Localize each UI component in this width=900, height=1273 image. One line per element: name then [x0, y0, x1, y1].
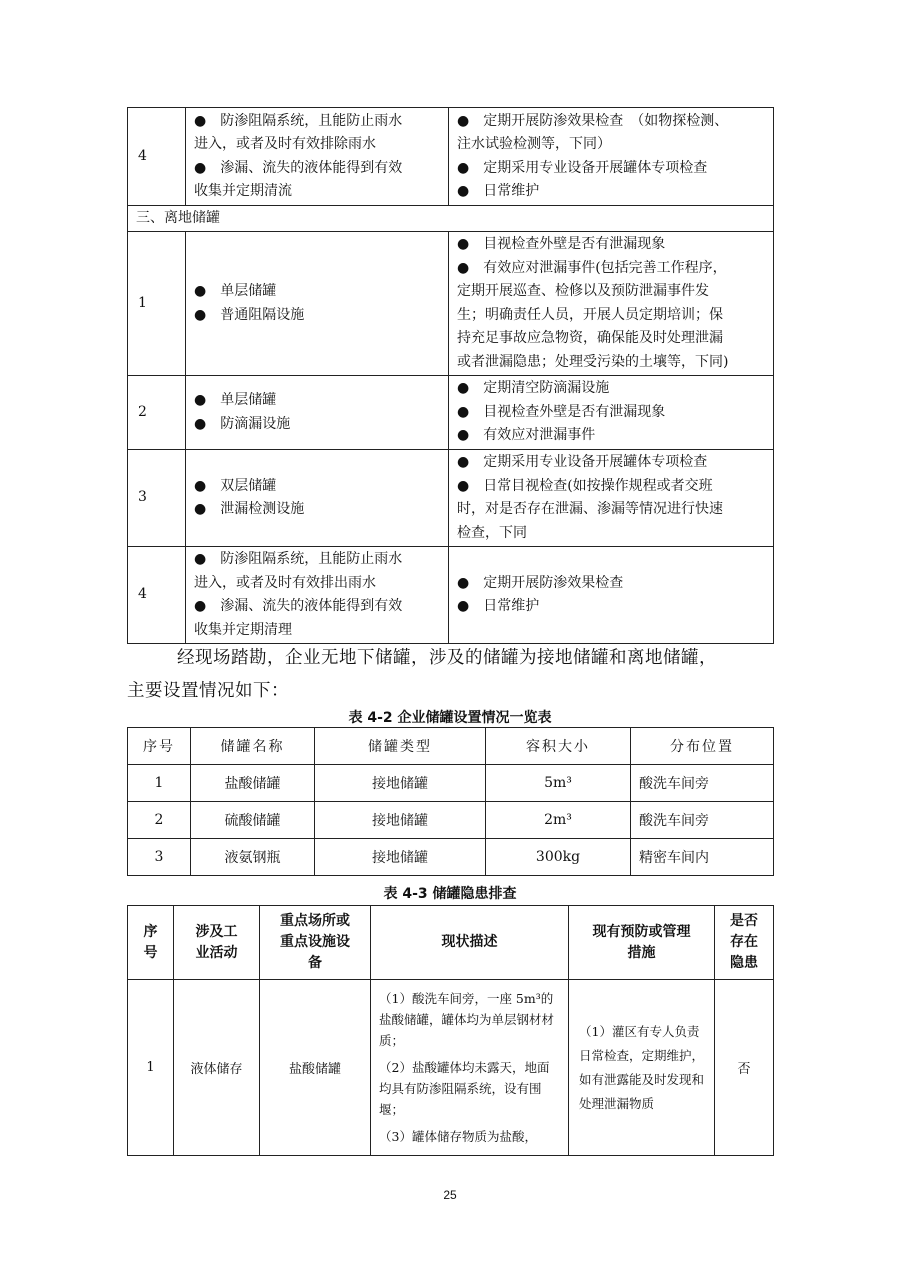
- page-number: 25: [443, 1188, 457, 1202]
- cell-line: 持充足事故应急物资，确保能及时处理泄漏: [457, 330, 723, 346]
- table-row: [128, 232, 774, 376]
- header-line: 备: [308, 955, 322, 971]
- table-cell: 盐酸储罐: [260, 980, 371, 1156]
- cell-line: ● 有效应对泄漏事件: [457, 427, 596, 444]
- cell-line: ● 普通阻隔设施: [194, 306, 305, 323]
- measures-cell: （1）灌区有专人负责日常检查，定期维护，如有泄露能及时发现和处理泄漏物质: [569, 980, 715, 1156]
- column-header: 序号: [128, 728, 191, 765]
- table-row: [128, 108, 774, 206]
- column-header: [260, 906, 371, 980]
- header-line: 是否: [730, 913, 758, 929]
- table-cell: 2m³: [486, 802, 631, 839]
- table-row: [128, 980, 774, 1156]
- cell-line: ● 目视检查外壁是否有泄漏现象: [457, 403, 666, 420]
- table-cell: 酸洗车间旁: [631, 802, 774, 839]
- body-paragraph: [127, 642, 773, 708]
- cell-line: ● 定期采用专业设备开展罐体专项检查: [457, 159, 708, 176]
- cell-line: 收集并定期清理: [194, 621, 292, 638]
- cell-line: ● 渗漏、流失的液体能得到有效: [194, 159, 403, 176]
- table-cell: 酸洗车间旁: [631, 765, 774, 802]
- table-caption: 表 4-3 储罐隐患排查: [383, 886, 517, 902]
- row-number: 1: [128, 232, 186, 376]
- description-item: （1）酸洗车间旁，一座 5m³的盐酸储罐，罐体均为单层钢材材质；: [379, 991, 555, 1048]
- section-row: [128, 206, 774, 232]
- cell-line: 进入，或者及时有效排出雨水: [194, 574, 376, 591]
- facility-cell: [186, 547, 449, 644]
- measures-cell: [449, 232, 774, 376]
- measures-cell: [449, 108, 774, 206]
- table-row: [128, 547, 774, 644]
- cell-line: ● 目视检查外壁是否有泄漏现象: [457, 236, 666, 252]
- column-header: [128, 906, 174, 980]
- header-line: 重点设施设: [280, 934, 350, 950]
- table-cell: 1: [128, 980, 174, 1156]
- cell-line: ● 定期采用专业设备开展罐体专项检查: [457, 454, 708, 470]
- table-cell: 盐酸储罐: [191, 765, 315, 802]
- header-line: 现有预防或管理: [592, 923, 691, 940]
- table-cell: 精密车间内: [631, 839, 774, 876]
- table-cell: 硫酸储罐: [191, 802, 315, 839]
- cell-line: ● 定期开展防渗效果检查 （如物探检测、: [457, 112, 729, 129]
- row-number: 2: [128, 376, 186, 450]
- cell-line: 或者泄漏隐患；处理受污染的土壤等，下同): [457, 353, 729, 370]
- cell-line: ● 日常维护: [457, 598, 540, 614]
- header-line: 隐患: [730, 955, 758, 971]
- cell-line: ● 日常维护: [457, 183, 540, 199]
- table-cell: 3: [128, 839, 191, 876]
- facility-cell: [186, 376, 449, 450]
- paragraph-line: 经现场踏勘，企业无地下储罐，涉及的储罐为接地储罐和离地储罐，: [177, 648, 717, 668]
- header-line: 存在: [730, 934, 758, 950]
- header-line: 重点场所或: [280, 913, 350, 929]
- header-line: 措施: [627, 944, 656, 961]
- header-line: 号: [143, 944, 158, 961]
- tank-hazard-table: [127, 905, 774, 1156]
- table-row: [128, 839, 774, 876]
- table-cell: 接地储罐: [315, 839, 486, 876]
- row-number: 4: [128, 547, 186, 644]
- cell-line: ● 泄漏检测设施: [194, 501, 305, 517]
- cell-line: ● 渗漏、流失的液体能得到有效: [194, 598, 403, 614]
- paragraph-line: 主要设置情况如下：: [127, 681, 289, 701]
- column-header: 储罐名称: [191, 728, 315, 765]
- table-cell: 液氨钢瓶: [191, 839, 315, 876]
- description-item: （2）盐酸罐体均未露天，地面均具有防渗阻隔系统，设有围堰；: [379, 1060, 550, 1117]
- description-item: （3）罐体储存物质为盐酸，: [379, 1129, 537, 1144]
- table-cell: 300kg: [486, 839, 631, 876]
- row-number: 3: [128, 450, 186, 547]
- table-row: [128, 765, 774, 802]
- cell-line: ● 双层储罐: [194, 477, 277, 494]
- table-header-row: [128, 728, 774, 765]
- header-line: 涉及工: [195, 923, 238, 940]
- header-line: 现状描述: [441, 934, 498, 950]
- table-row: [128, 376, 774, 450]
- cell-line: ● 日常目视检查(如按操作规程或者交班: [457, 477, 713, 494]
- column-header: [174, 906, 260, 980]
- cell-line: ● 防滴漏设施: [194, 415, 291, 432]
- cell-line: ● 单层储罐: [194, 283, 277, 299]
- facility-cell: [186, 450, 449, 547]
- hazard-cell: 否: [715, 980, 774, 1156]
- cell-line: 时，对是否存在泄漏、渗漏等情况进行快速: [457, 501, 723, 517]
- table-cell: 接地储罐: [315, 765, 486, 802]
- row-number: 4: [128, 108, 186, 206]
- cell-line: 生；明确责任人员，开展人员定期培训；保: [457, 306, 723, 323]
- column-header: [569, 906, 715, 980]
- table-cell: 5m³: [486, 765, 631, 802]
- column-header: 容积大小: [486, 728, 631, 765]
- facility-cell: [186, 108, 449, 206]
- facility-cell: [186, 232, 449, 376]
- cell-line: ● 有效应对泄漏事件(包括完善工作程序，: [457, 259, 727, 276]
- cell-line: ● 防渗阻隔系统，且能防止雨水: [194, 551, 403, 567]
- table-cell: 2: [128, 802, 191, 839]
- cell-line: ● 定期开展防渗效果检查: [457, 574, 624, 591]
- cell-line: 定期开展巡查、检修以及预防泄漏事件发: [457, 283, 709, 299]
- cell-line: ● 单层储罐: [194, 392, 277, 408]
- tank-measures-table: [127, 107, 774, 644]
- table-row: [128, 802, 774, 839]
- column-header: [715, 906, 774, 980]
- status-description-cell: [371, 980, 569, 1156]
- column-header: [371, 906, 569, 980]
- measures-cell: [449, 376, 774, 450]
- column-header: 分布位置: [631, 728, 774, 765]
- table-header-row: [128, 906, 774, 980]
- section-title: 三、离地储罐: [128, 206, 774, 232]
- table-cell: 1: [128, 765, 191, 802]
- cell-line: 收集并定期清流: [194, 183, 292, 199]
- cell-line: ● 定期清空防滴漏设施: [457, 380, 610, 397]
- table-row: [128, 450, 774, 547]
- header-line: 业活动: [195, 944, 238, 961]
- table-cell: 液体储存: [174, 980, 260, 1156]
- cell-line: ● 防渗阻隔系统，且能防止雨水: [194, 112, 403, 129]
- table-cell: 接地储罐: [315, 802, 486, 839]
- header-line: 序: [143, 923, 158, 940]
- cell-line: 进入，或者及时有效排除雨水: [194, 136, 376, 152]
- tank-settings-table: [127, 727, 774, 876]
- measures-cell: [449, 450, 774, 547]
- table-caption: 表 4-2 企业储罐设置情况一览表: [348, 710, 552, 726]
- cell-line: 检查，下同: [457, 524, 527, 541]
- measures-cell: [449, 547, 774, 644]
- column-header: 储罐类型: [315, 728, 486, 765]
- cell-line: 注水试验检测等，下同）: [457, 136, 611, 152]
